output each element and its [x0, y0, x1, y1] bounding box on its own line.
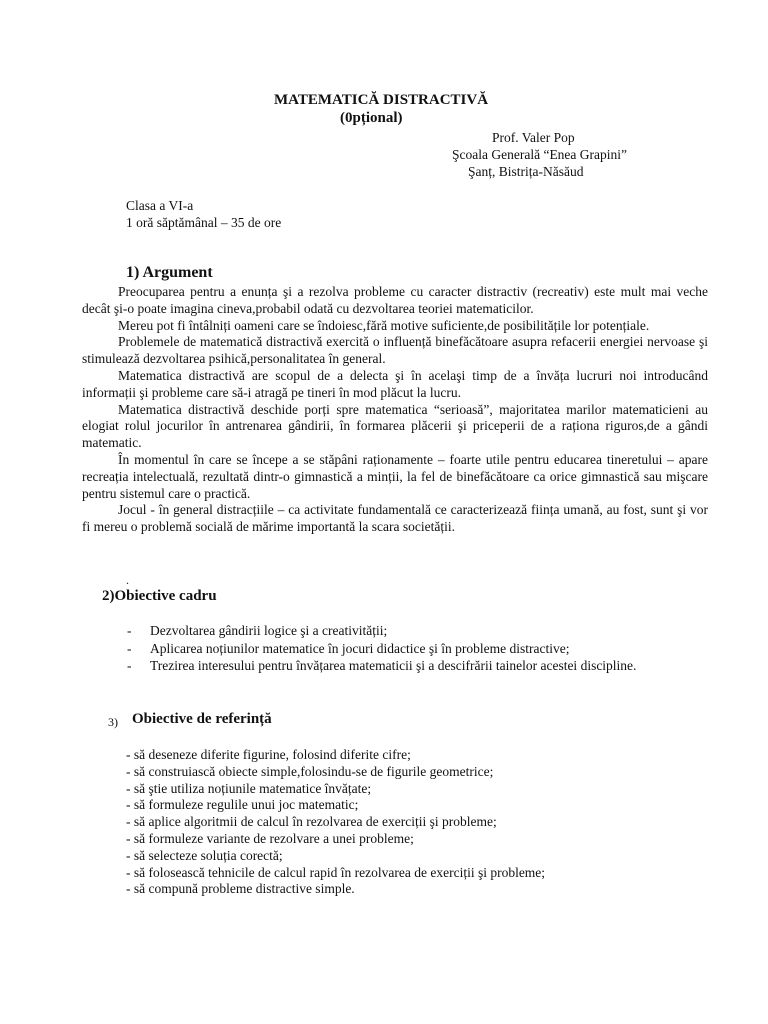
- section-argument-heading: 1) Argument: [126, 264, 213, 281]
- list-item-text: Dezvoltarea gândirii logice şi a creativității;: [150, 623, 388, 638]
- argument-paragraph: Jocul - în general distracțiile – ca activitate fundamentală ce caracterizează ființa umană, au fost, sunt şi vor fi mereu o problemă socială de mărime importantă la scara societății.: [82, 502, 708, 535]
- list-bullet: -: [127, 640, 132, 656]
- argument-paragraph: Mereu pot fi întâlniți oameni care se îndoiesc,fără motive suficiente,de posibilitățile lor potențiale.: [118, 317, 650, 333]
- argument-text: [82, 284, 708, 536]
- argument-paragraph: Matematica distractivă deschide porți spre matematica “serioasă”, majoritatea marilor matematicieni au elogiat rolul jocurilor în antrenarea gândirii, în formarea plăcerii şi priceperii de a raționa riguros,de a gândi matematic.: [82, 401, 708, 451]
- reference-objectives-list: [126, 747, 545, 898]
- class-grade: Clasa a VI-a: [126, 198, 194, 213]
- argument-paragraph: Matematica distractivă are scopul de a delecta şi în acelaşi timp de a învăța lucruri noi introducând informații şi probleme care să-i atragă pe tineri în mod plăcut la lucru.: [82, 367, 708, 400]
- section-objectives-frame-heading: 2)Obiective cadru: [102, 588, 217, 604]
- document-title: MATEMATICĂ DISTRACTIVĂ: [274, 92, 489, 108]
- section-reference-number: 3): [108, 715, 118, 729]
- section-reference-heading: Obiective de referință: [132, 711, 272, 727]
- list-bullet: -: [127, 623, 132, 638]
- list-item: [127, 641, 636, 659]
- list-item: - să selecteze soluția corectă;: [126, 847, 283, 863]
- list-item: - să formuleze variante de rezolvare a unei probleme;: [126, 830, 414, 846]
- list-item: - să formuleze regulile unui joc matematic;: [126, 797, 359, 813]
- list-item: - să construiască obiecte simple,folosindu-se de figurile geometrice;: [126, 763, 494, 779]
- list-item-text: Aplicarea noțiunilor matematice în jocuri didactice şi în probleme distractive;: [150, 640, 570, 656]
- document-subtitle: (0pțional): [340, 110, 403, 126]
- list-item: - să aplice algoritmii de calcul în rezolvarea de exerciții şi probleme;: [126, 814, 497, 830]
- list-bullet: -: [127, 658, 132, 673]
- list-item: - să deseneze diferite figurine, folosind diferite cifre;: [126, 747, 411, 762]
- author-name: Prof. Valer Pop: [492, 130, 575, 145]
- frame-objectives-list: [127, 623, 636, 676]
- school-location: Şanț, Bistrița-Năsăud: [468, 164, 584, 179]
- school-name: Şcoala Generală “Enea Grapini”: [452, 147, 628, 162]
- argument-paragraph: În momentul în care se începe a se stăpâni raționamente – foarte utile pentru educarea tineretului – apare recreația intelectuală, rezultată dintr-o gimnastică a minții, la fel de binefăcătoare ca orice gimnastică sau mişcare pentru sistemul care o practică.: [82, 451, 708, 501]
- stray-mark: .: [126, 573, 129, 587]
- list-item: [127, 623, 636, 641]
- list-item: - să ştie utiliza noțiunile matematice învățate;: [126, 780, 372, 796]
- list-item: - să folosească tehnicile de calcul rapid în rezolvarea de exerciții şi probleme;: [126, 864, 546, 880]
- argument-paragraph: Problemele de matematică distractivă exercită o influență binefăcătoare asupra refacerii energiei nervoase şi stimulează dezvoltarea psihică,personalitatea în general.: [82, 334, 708, 367]
- list-item: - să compună probleme distractive simple.: [126, 881, 355, 897]
- argument-paragraph: Preocuparea pentru a enunța şi a rezolva probleme cu caracter distractiv (recreativ) este mult mai veche decât şi-o poate imagina cineva,probabil odată cu dezvoltarea teoriei matematicilor.: [82, 284, 708, 316]
- list-item: [127, 658, 636, 676]
- class-hours: 1 oră săptămânal – 35 de ore: [126, 215, 282, 230]
- list-item-text: Trezirea interesului pentru învățarea matematicii şi a descifrării tainelor acestei discipline.: [150, 658, 637, 673]
